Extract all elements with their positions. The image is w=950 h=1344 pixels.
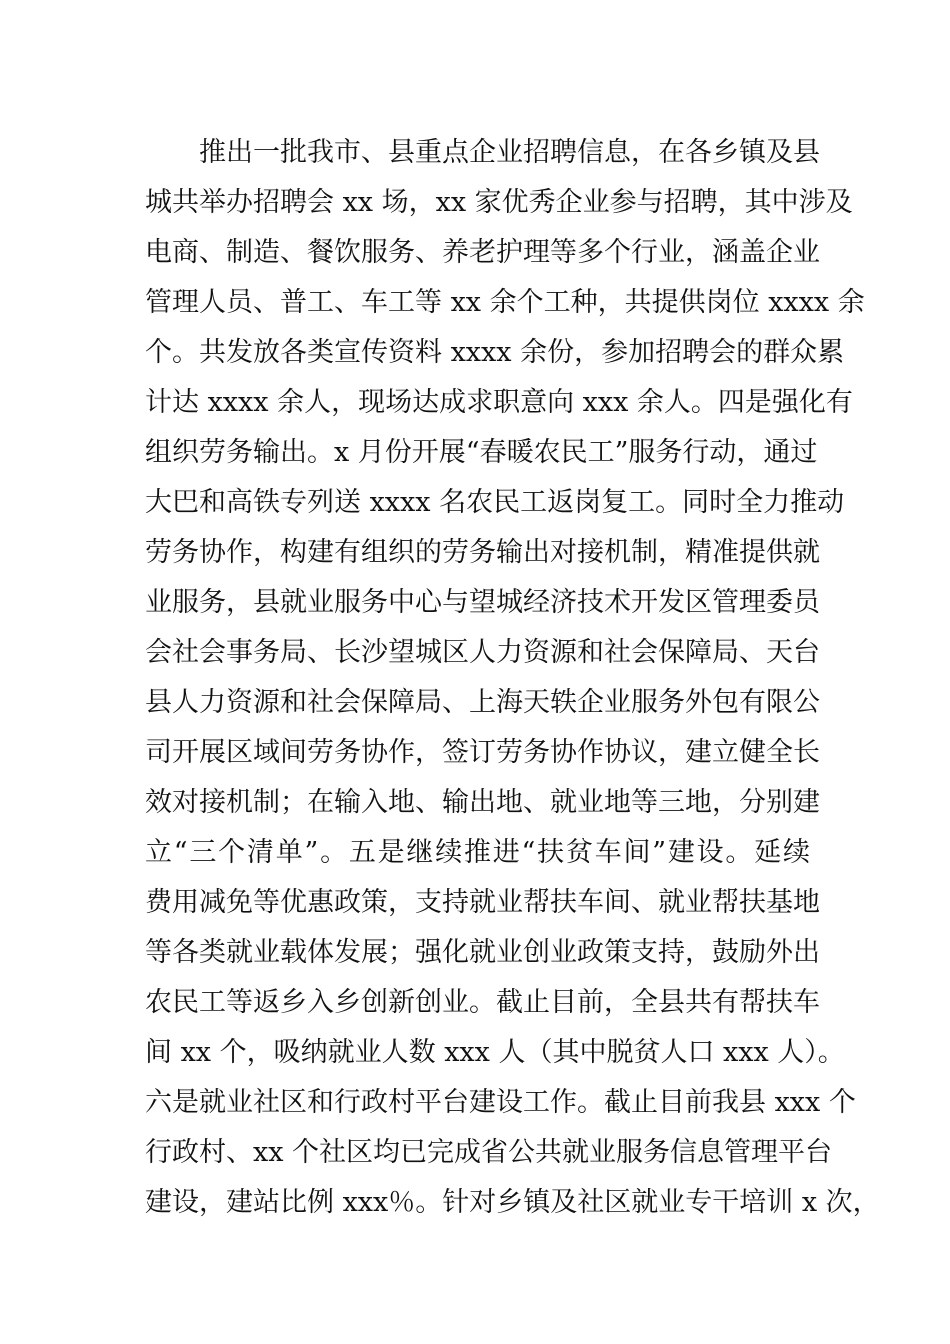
text-line: 城共举办招聘会 xx 场，xx 家优秀企业参与招聘，其中涉及 <box>145 187 853 218</box>
text-line: 管理人员、普工、车工等 xx 余个工种，共提供岗位 xxxx 余 <box>145 287 865 318</box>
text-line: 计达 xxxx 余人，现场达成求职意向 xxx 余人。四是强化有 <box>145 387 853 418</box>
text-line: 农民工等返乡入乡创新创业。截止目前，全县共有帮扶车 <box>145 987 820 1018</box>
text-line: 劳务协作，构建有组织的劳务输出对接机制，精准提供就 <box>145 537 820 568</box>
text-line: 会社会事务局、长沙望城区人力资源和社会保障局、天台 <box>145 637 820 668</box>
body-paragraph <box>145 128 880 1228</box>
text-line: 间 xx 个，吸纳就业人数 xxx 人（其中脱贫人口 xxx 人）。 <box>145 1037 845 1068</box>
text-line: 立“三个清单”。五是继续推进“扶贫车间”建设。延续 <box>145 837 810 868</box>
text-line: 县人力资源和社会保障局、上海天轶企业服务外包有限公 <box>145 687 820 718</box>
text-line: 效对接机制；在输入地、输出地、就业地等三地，分别建 <box>145 787 820 818</box>
text-line: 费用减免等优惠政策，支持就业帮扶车间、就业帮扶基地 <box>145 887 820 918</box>
text-line: 建设，建站比例 xxx％。针对乡镇及社区就业专干培训 x 次， <box>145 1187 880 1218</box>
text-line: 司开展区域间劳务协作，签订劳务协作协议，建立健全长 <box>145 737 820 768</box>
text-line: 等各类就业载体发展；强化就业创业政策支持，鼓励外出 <box>145 937 820 968</box>
text-line: 电商、制造、餐饮服务、养老护理等多个行业，涵盖企业 <box>145 237 820 268</box>
text-line: 业服务，县就业服务中心与望城经济技术开发区管理委员 <box>145 587 820 618</box>
text-line: 行政村、xx 个社区均已完成省公共就业服务信息管理平台 <box>145 1137 833 1168</box>
text-line: 六是就业社区和行政村平台建设工作。截止目前我县 xxx 个 <box>145 1087 856 1118</box>
text-line: 大巴和高铁专列送 xxxx 名农民工返岗复工。同时全力推动 <box>145 487 845 518</box>
text-line: 推出一批我市、县重点企业招聘信息，在各乡镇及县 <box>199 137 820 168</box>
text-line: 组织劳务输出。x 月份开展“春暖农民工”服务行动，通过 <box>145 437 818 468</box>
text-line: 个。共发放各类宣传资料 xxxx 余份，参加招聘会的群众累 <box>145 337 845 368</box>
